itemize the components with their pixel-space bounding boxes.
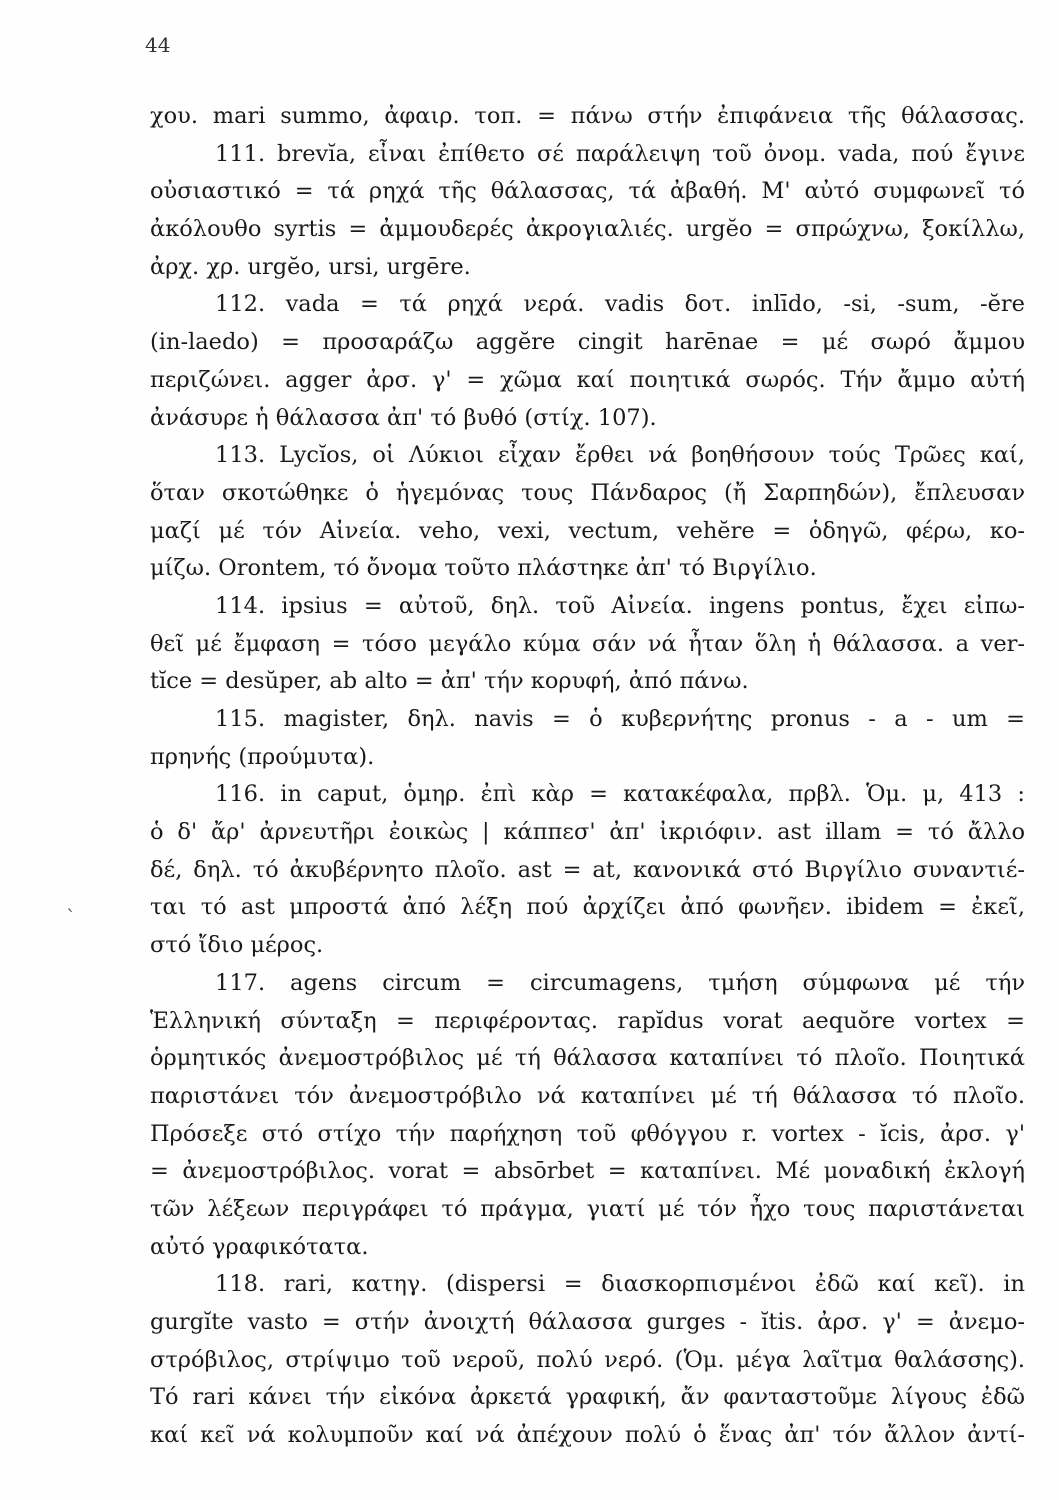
text-line: 115. magister, δηλ. navis = ὁ κυβερνήτης pronus - a - um = xyxy=(215,706,1025,732)
text-line: οὐσιαστικό = τά ρηχά τῆς θάλασσας, τά ἀβαθή. Μ' αὐτό συμφωνεῖ τό xyxy=(150,178,1025,205)
text-line: στρόβιλος, στρίψιμο τοῦ νεροῦ, πολύ νερό. (Ὁμ. μέγα λαῖτμα θαλάσσης). xyxy=(150,1346,1025,1373)
text-line: 118. rari, κατηγ. (dispersi = διασκορπισμένοι ἐδῶ καί κεῖ). in xyxy=(215,1271,1025,1298)
text-line: 114. ipsius = αὐτοῦ, δηλ. τοῦ Αἰνεία. ingens pontus, ἔχει εἰπω- xyxy=(215,592,1025,619)
commentary-text-body xyxy=(150,98,1025,1455)
text-line: 116. in caput, ὁμηρ. ἐπὶ κὰρ = κατακέφαλα, πρβλ. Ὁμ. μ, 413 : xyxy=(215,781,1025,808)
text-line: = ἀνεμοστρόβιλος. vorat = absōrbet = καταπίνει. Μέ μοναδική ἐκλογή xyxy=(150,1158,1025,1185)
text-line: ἀρχ. χρ. urgĕo, ursi, urgēre. xyxy=(150,253,471,280)
text-line: ται τό ast μπροστά ἀπό λέξη πού ἀρχίζει ἀπό φωνῆεν. ibidem = ἐκεῖ, xyxy=(150,894,1025,921)
text-line: στό ἴδιο μέρος. xyxy=(150,932,324,959)
text-line: ὁ δ' ἄρ' ἀρνευτῆρι ἐοικὼς | κάππεσ' ἀπ' ἰκριόφιν. ast illam = τό ἄλλο xyxy=(150,819,1025,846)
text-line: περιζώνει. agger ἀρσ. γ' = χῶμα καί ποιητικά σωρός. Τήν ἄμμο αὐτή xyxy=(150,366,1025,393)
text-line: Τό rari κάνει τήν εἰκόνα ἀρκετά γραφική, ἄν φανταστοῦμε λίγους ἐδῶ xyxy=(150,1384,1025,1411)
text-line: Πρόσεξε στό στίχο τήν παρήχηση τοῦ φθόγγου r. vortex - ĭcis, ἀρσ. γ' xyxy=(150,1120,1025,1147)
text-line: θεῖ μέ ἔμφαση = τόσο μεγάλο κύμα σάν νά ἦταν ὅλη ἡ θάλασσα. a ver- xyxy=(150,630,1025,657)
text-line: μίζω. Orontem, τό ὄνομα τοῦτο πλάστηκε ἀπ' τό Βιργίλιο. xyxy=(150,555,817,582)
text-line: 117. agens circum = circumagens, τμήση σύμφωνα μέ τήν xyxy=(215,969,1025,996)
text-line: ὁρμητικός ἀνεμοστρόβιλος μέ τή θάλασσα καταπίνει τό πλοῖο. Ποιητικά xyxy=(150,1045,1025,1072)
text-line: ἀκόλουθο syrtis = ἀμμουδερές ἀκρογιαλιές. urgĕo = σπρώχνω, ξοκίλλω, xyxy=(150,216,1025,243)
text-line: μαζί μέ τόν Αἰνεία. veho, vexi, vectum, vehĕre = ὁδηγῶ, φέρω, κο- xyxy=(150,517,1025,544)
margin-mark: ` xyxy=(66,905,76,929)
text-line: δέ, δηλ. τό ἀκυβέρνητο πλοῖο. ast = at, κανονικά στό Βιργίλιο συναντιέ- xyxy=(150,856,1025,883)
text-line: παριστάνει τόν ἀνεμοστρόβιλο νά καταπίνει μέ τή θάλασσα τό πλοῖο. xyxy=(150,1082,1025,1109)
text-line: ὅταν σκοτώθηκε ὁ ἡγεμόνας τους Πάνδαρος (ἤ Σαρπηδών), ἔπλευσαν xyxy=(150,479,1025,506)
text-line: καί κεῖ νά κολυμποῦν καί νά ἀπέχουν πολύ ὁ ἕνας ἀπ' τόν ἄλλον ἀντί- xyxy=(150,1422,1025,1449)
text-line: 112. vada = τά ρηχά νερά. vadis δοτ. inlīdo, -si, -sum, -ĕre xyxy=(215,291,1025,318)
text-line: τῶν λέξεων περιγράφει τό πράγμα, γιατί μέ τόν ἦχο τους παριστάνεται xyxy=(150,1195,1025,1222)
text-line: 113. Lycĭos, οἱ Λύκιοι εἶχαν ἔρθει νά βοηθήσουν τούς Τρῶες καί, xyxy=(215,442,1025,469)
text-line: χου. mari summo, ἀφαιρ. τοπ. = πάνω στήν ἐπιφάνεια τῆς θάλασσας. xyxy=(150,103,1025,129)
text-line: (in-laedo) = προσαράζω aggĕre cingit harēnae = μέ σωρό ἄμμου xyxy=(150,329,1025,356)
text-line: gurgĭte vasto = στήν ἀνοιχτή θάλασσα gurges - ĭtis. ἀρσ. γ' = ἀνεμο- xyxy=(150,1309,1025,1335)
text-line: 111. brevĭa, εἶναι ἐπίθετο σέ παράλειψη τοῦ ὀνομ. vada, πού ἔγινε xyxy=(215,140,1025,167)
page-number: 44 xyxy=(145,33,171,57)
text-line: αὐτό γραφικότατα. xyxy=(150,1233,369,1260)
text-line: πρηνής (προύμυτα). xyxy=(150,743,375,770)
text-line: Ἑλληνική σύνταξη = περιφέροντας. rapĭdus vorat aequŏre vortex = xyxy=(150,1007,1025,1034)
text-line: ἀνάσυρε ἡ θάλασσα ἀπ' τό βυθό (στίχ. 107). xyxy=(150,404,657,431)
text-line: tĭce = desŭper, ab alto = ἀπ' τήν κορυφή, ἀπό πάνω. xyxy=(150,668,749,695)
